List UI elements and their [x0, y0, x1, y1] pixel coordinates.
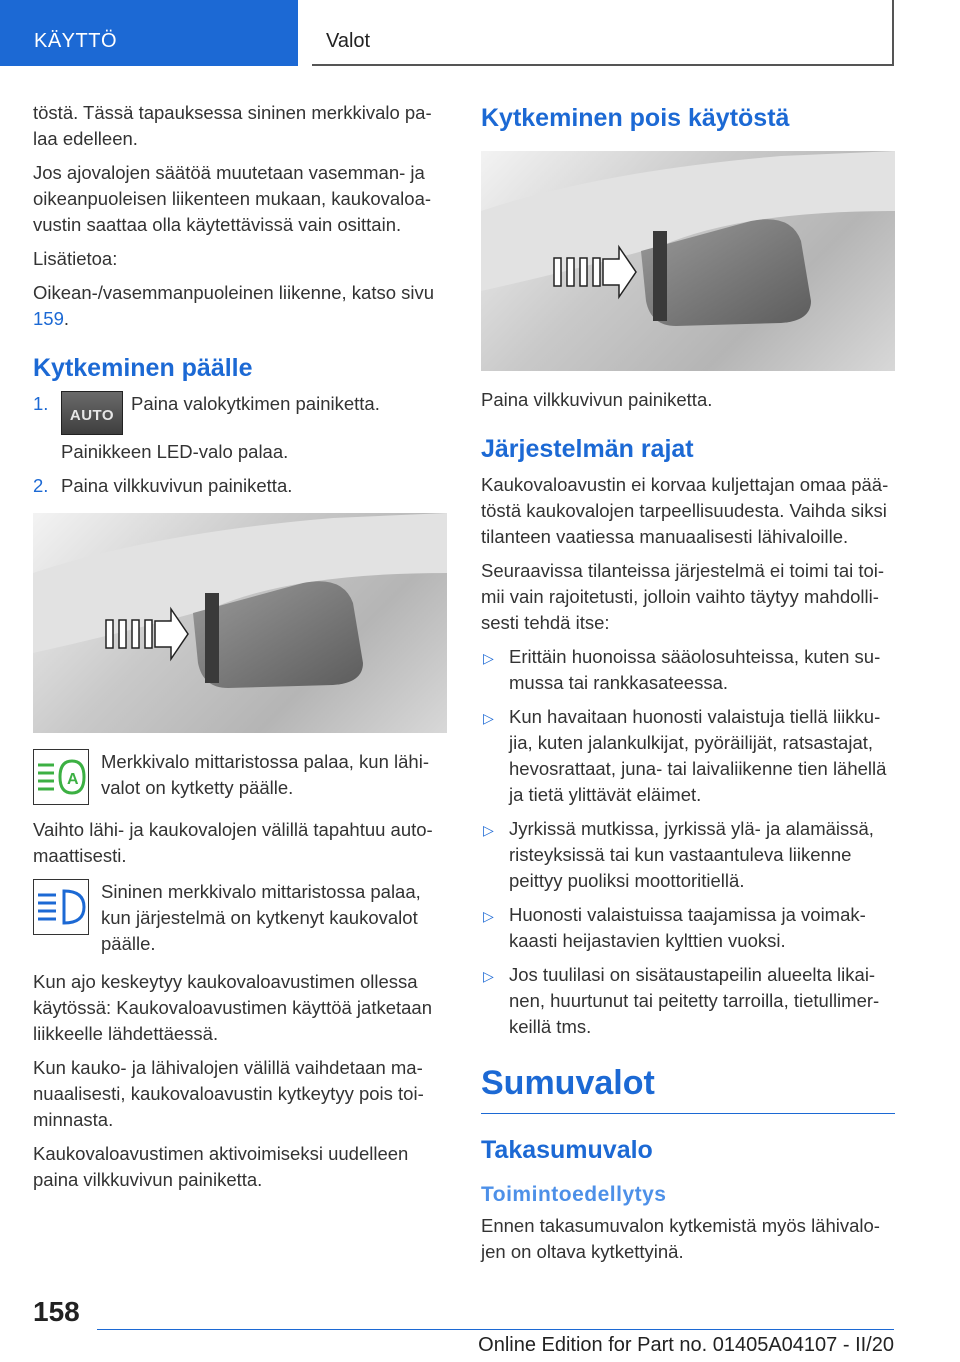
page-link[interactable]: 159 — [33, 308, 64, 329]
heading-rear-fog-light: Takasumuvalo — [481, 1136, 653, 1164]
paragraph: töstä. Tässä tapauksessa sininen merkkivalo pa-laa edelleen. — [33, 102, 432, 149]
paragraph: Seuraavissa tilanteissa järjestelmä ei toimi tai toi-mii vain rajoitetusti, jolloin vaihto täytyy mahdolli-sesti tehdä itse: — [481, 560, 885, 633]
list-item: ▷ Erittäin huonoissa sääolosuhteissa, kuten su-mussa tai rankkasateessa. — [483, 646, 881, 693]
paragraph-cross-reference — [33, 280, 447, 332]
indicator-description: Sininen merkkivalo mittaristossa palaa, kun järjestelmä on kytkenyt kaukovalot päälle. — [101, 881, 421, 954]
indicator-high-beam — [33, 879, 447, 957]
paragraph: Kaukovaloavustin ei korvaa kuljettajan omaa pää-töstä kaukovalojen tarpeellisuudesta. Vaihda siksi tilanteen vaatiessa manuaalisesti lähivaloille. — [481, 474, 889, 547]
heading-prerequisite: Toimintoedellytys — [481, 1183, 667, 1206]
paragraph: Lisätietoa: — [33, 248, 118, 269]
turn-signal-lever-photo — [481, 151, 895, 371]
heading-switch-off: Kytkeminen pois käytöstä — [481, 104, 790, 132]
chapter-title: Valot — [312, 0, 894, 66]
triangle-bullet-icon: ▷ — [483, 822, 494, 838]
edition-info: Online Edition for Part no. 01405A04107 - II/20 — [478, 1334, 894, 1356]
paragraph: Jos ajovalojen säätöä muutetaan vasemman- ja oikeanpuoleisen liikenteen mukaan, kaukovaloa-vustin saattaa olla käytettävissä vain osittain. — [33, 162, 432, 235]
turn-signal-lever-photo — [33, 513, 447, 733]
step-subtext: Painikkeen LED-valo palaa. — [61, 441, 289, 462]
paragraph: Vaihto lähi- ja kaukovalojen välillä tapahtuu auto-maattisesti. — [33, 819, 433, 866]
auto-button-icon: AUTO — [61, 391, 123, 435]
section-tab: KÄYTTÖ — [0, 0, 298, 66]
paragraph: Kaukovaloavustimen aktivoimiseksi uudelleen paina vilkkuvivun painiketta. — [33, 1143, 409, 1190]
list-item: ▷ Jyrkissä mutkissa, jyrkissä ylä- ja alamäissä, risteyksissä tai kun vastaantuleva liikenne peittyy puoliksi moottoritiellä. — [483, 818, 874, 891]
triangle-bullet-icon: ▷ — [483, 908, 494, 924]
limitations-list — [481, 644, 895, 1040]
step-1 — [33, 391, 447, 465]
heading-fog-lights: Sumuvalot — [481, 1064, 895, 1114]
left-column — [33, 100, 447, 1201]
list-item: ▷ Jos tuulilasi on sisätaustapeilin alueelta likai-nen, huurtunut tai peitetty tarroilla, tietullimer-keillä tms. — [483, 964, 880, 1037]
step-number: 1. — [33, 393, 49, 414]
reference-text: Oikean-/vasemmanpuoleinen liikenne, katso sivu — [33, 282, 435, 303]
page-number: 158 — [33, 1296, 80, 1327]
triangle-bullet-icon: ▷ — [483, 650, 494, 666]
high-beam-icon — [33, 879, 89, 935]
triangle-bullet-icon: ▷ — [483, 710, 494, 726]
list-item: ▷ Huonosti valaistuissa taajamissa ja voimak-kaasti heijastavien kylttien vuoksi. — [483, 904, 866, 951]
list-item: ▷ Kun havaitaan huonosti valaistuja tiellä liikku-jia, kuten jalankulkijat, pyöräilijät, ratsastajat, hevosrattaat, juna- tai laivaliikenne tien lähellä ja tietä ylittävät eläimet. — [483, 706, 887, 805]
step-text: Paina valokytkimen painiketta. — [131, 393, 380, 414]
step-2 — [33, 473, 447, 499]
right-column — [481, 100, 895, 1273]
indicator-low-beam — [33, 749, 447, 805]
heading-switch-on: Kytkeminen päälle — [33, 354, 253, 382]
footer-divider — [97, 1329, 894, 1330]
lever-illustration — [33, 513, 447, 733]
indicator-description: Merkkivalo mittaristossa palaa, kun lähi-valot on kytketty päälle. — [101, 751, 429, 798]
paragraph: Paina vilkkuvivun painiketta. — [481, 389, 713, 410]
heading-system-limits: Järjestelmän rajat — [481, 435, 694, 463]
step-number: 2. — [33, 475, 49, 496]
step-text: Paina vilkkuvivun painiketta. — [61, 475, 293, 496]
lever-illustration — [481, 151, 895, 371]
paragraph: Kun ajo keskeytyy kaukovaloavustimen ollessa käytössä: Kaukovaloavustimen käyttöä jatketaan liikkeelle lähdettäessä. — [33, 971, 433, 1044]
triangle-bullet-icon: ▷ — [483, 968, 494, 984]
svg-text:A: A — [67, 771, 79, 788]
low-beam-assist-icon — [33, 749, 89, 805]
paragraph: Kun kauko- ja lähivalojen välillä vaihdetaan ma-nuaalisesti, kaukovaloavustin kytkeytyy pois toi-minnasta. — [33, 1057, 424, 1130]
paragraph: Ennen takasumuvalon kytkemistä myös lähivalo-jen on oltava kytkettyinä. — [481, 1215, 880, 1262]
reference-end: . — [63, 308, 70, 329]
